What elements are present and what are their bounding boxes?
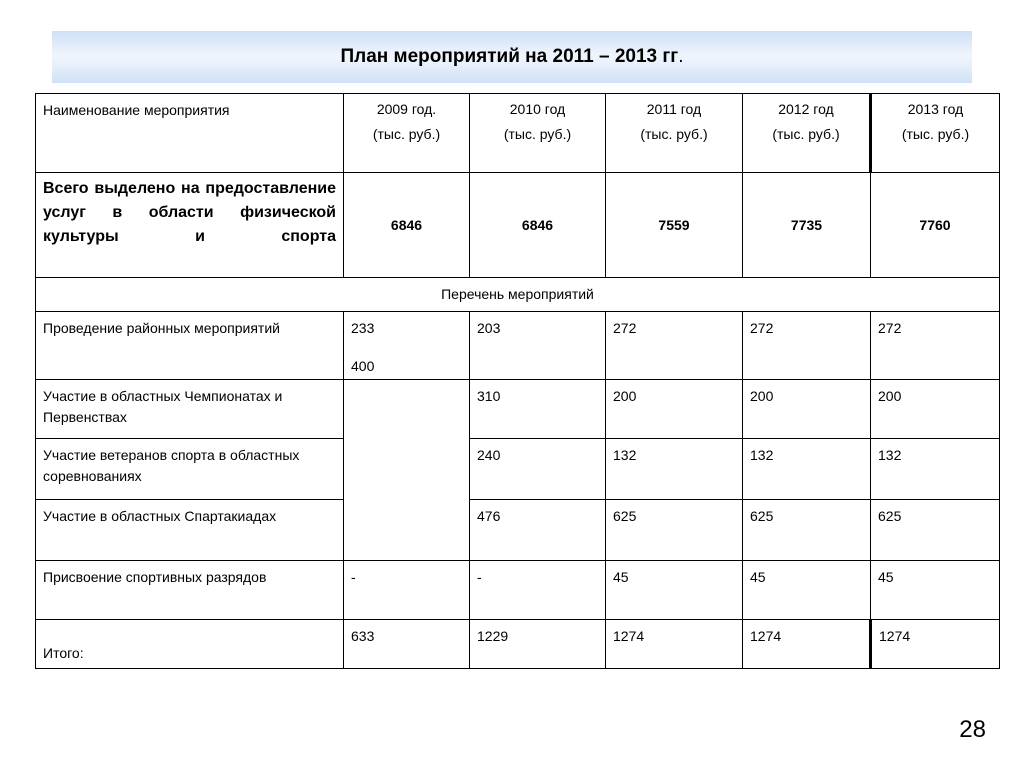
row-value: 132: [871, 439, 1000, 500]
totals-label: Итого:: [36, 620, 344, 669]
row-value: 45: [743, 561, 871, 620]
row-value: 272: [743, 312, 871, 380]
table-row: [36, 312, 1000, 380]
slide-title-dot: .: [678, 46, 684, 67]
section-title: Перечень мероприятий: [36, 278, 1000, 312]
table-row: [36, 561, 1000, 620]
row-value: 310: [470, 380, 606, 439]
row-value: 476: [470, 500, 606, 561]
table-row: [36, 500, 1000, 561]
merged-2009-value-cell: [344, 358, 470, 561]
section-row: [36, 278, 1000, 312]
header-name-cell: Наименование мероприятия: [36, 94, 344, 173]
totals-value: 633: [344, 620, 470, 669]
totals-value: 1274: [743, 620, 871, 669]
totals-value: 1274: [871, 620, 1000, 669]
row-label: Присвоение спортивных разрядов: [36, 561, 344, 620]
row-value: 132: [743, 439, 871, 500]
row-label: Участие ветеранов спорта в областных соревнованиях: [36, 439, 344, 500]
row-value: 45: [871, 561, 1000, 620]
row-value: 45: [606, 561, 743, 620]
total-value-2009: 6846: [344, 173, 470, 278]
row-value: 200: [871, 380, 1000, 439]
plan-table: [35, 93, 1000, 669]
total-value-2010: 6846: [470, 173, 606, 278]
row-value: 233: [344, 312, 470, 380]
totals-value: 1274: [606, 620, 743, 669]
header-year-2011: 2011 год (тыс. руб.): [606, 94, 743, 173]
merged-2009-value: 400: [351, 358, 375, 374]
totals-value: 1229: [470, 620, 606, 669]
header-row: [36, 94, 1000, 173]
slide-title-bar: [52, 31, 972, 83]
totals-row: [36, 620, 1000, 669]
row-value: 272: [606, 312, 743, 380]
total-value-2011: 7559: [606, 173, 743, 278]
header-year-2009: 2009 год. (тыс. руб.): [344, 94, 470, 173]
total-value-2013: 7760: [871, 173, 1000, 278]
row-value: 625: [606, 500, 743, 561]
row-value: -: [344, 561, 470, 620]
row-value: 132: [606, 439, 743, 500]
row-value: 200: [606, 380, 743, 439]
page-number: 28: [959, 716, 986, 743]
total-value-2012: 7735: [743, 173, 871, 278]
total-allocated-row: [36, 173, 1000, 278]
row-label: Участие в областных Спартакиадах: [36, 500, 344, 561]
row-value: 240: [470, 439, 606, 500]
header-year-2013: 2013 год (тыс. руб.): [871, 94, 1000, 173]
row-value: 625: [871, 500, 1000, 561]
row-value: -: [470, 561, 606, 620]
row-label: Проведение районных мероприятий: [36, 312, 344, 380]
header-year-2012: 2012 год (тыс. руб.): [743, 94, 871, 173]
table-row: [36, 439, 1000, 500]
row-value: 272: [871, 312, 1000, 380]
row-label: Участие в областных Чемпионатах и Первенствах: [36, 380, 344, 439]
slide-title: План мероприятий на 2011 – 2013 гг: [340, 46, 679, 67]
total-allocated-label: Всего выделено на предоставление услуг в области физической культуры и спорта: [36, 173, 344, 278]
table-row: [36, 380, 1000, 439]
row-value: 200: [743, 380, 871, 439]
row-value: 203: [470, 312, 606, 380]
row-value: 625: [743, 500, 871, 561]
header-year-2010: 2010 год (тыс. руб.): [470, 94, 606, 173]
